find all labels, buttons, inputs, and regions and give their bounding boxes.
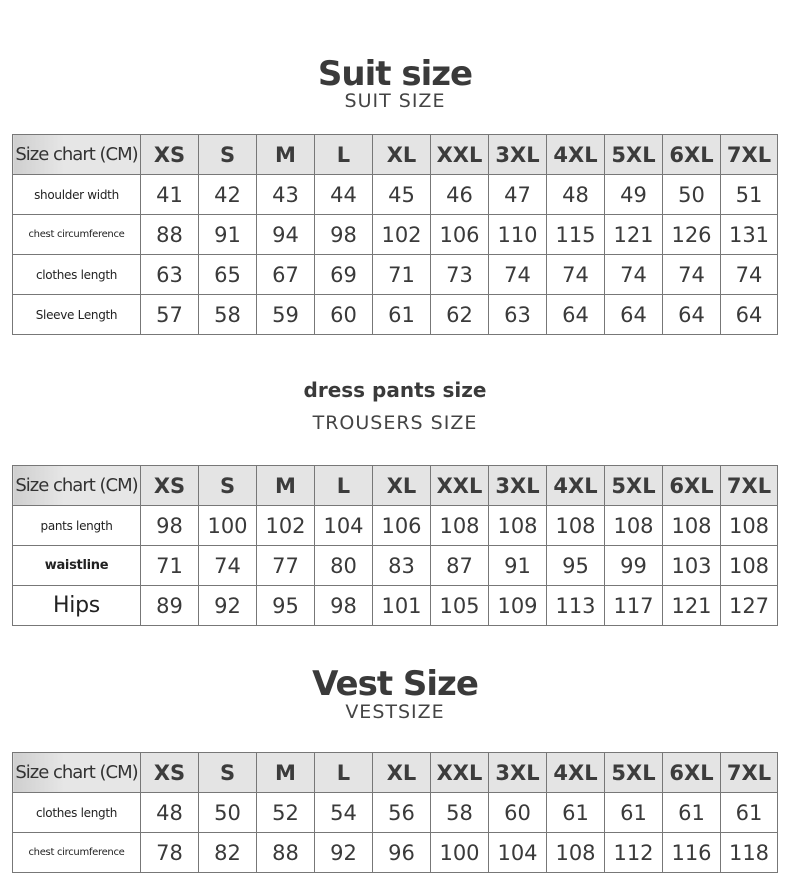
- table-cell: 98: [315, 586, 373, 626]
- table-cell: 49: [605, 175, 663, 215]
- table-cell: 52: [257, 793, 315, 833]
- row-label: chest circumference: [13, 215, 141, 255]
- table-cell: 100: [199, 506, 257, 546]
- row-label: chest circumference: [13, 833, 141, 873]
- size-header: 4XL: [547, 135, 605, 175]
- size-header: 5XL: [605, 135, 663, 175]
- table-row: [13, 175, 778, 215]
- table-cell: 61: [373, 295, 431, 335]
- table-cell: 88: [257, 833, 315, 873]
- table-cell: 108: [547, 833, 605, 873]
- size-header: 6XL: [663, 753, 721, 793]
- table-cell: 62: [431, 295, 489, 335]
- table-cell: 94: [257, 215, 315, 255]
- table-cell: 61: [721, 793, 778, 833]
- table-cell: 102: [257, 506, 315, 546]
- table-cell: 74: [489, 255, 547, 295]
- table-cell: 50: [199, 793, 257, 833]
- table-cell: 45: [373, 175, 431, 215]
- table-cell: 71: [373, 255, 431, 295]
- table-cell: 100: [431, 833, 489, 873]
- size-header: XL: [373, 753, 431, 793]
- table-cell: 95: [547, 546, 605, 586]
- table-cell: 44: [315, 175, 373, 215]
- table-cell: 121: [605, 215, 663, 255]
- suit-size-table: [12, 134, 778, 335]
- table-cell: 108: [489, 506, 547, 546]
- table-cell: 95: [257, 586, 315, 626]
- table-cell: 74: [547, 255, 605, 295]
- table-cell: 112: [605, 833, 663, 873]
- row-label: Hips: [13, 586, 141, 626]
- table-cell: 110: [489, 215, 547, 255]
- table-row: [13, 255, 778, 295]
- size-header: XS: [141, 466, 199, 506]
- table-cell: 48: [141, 793, 199, 833]
- table-cell: 126: [663, 215, 721, 255]
- table-cell: 108: [547, 506, 605, 546]
- table-cell: 118: [721, 833, 778, 873]
- table-cell: 61: [663, 793, 721, 833]
- table-cell: 74: [663, 255, 721, 295]
- size-header: M: [257, 135, 315, 175]
- table-cell: 121: [663, 586, 721, 626]
- table-cell: 104: [315, 506, 373, 546]
- table-cell: 82: [199, 833, 257, 873]
- size-header: L: [315, 753, 373, 793]
- size-chart-corner-label: Size chart (CM): [13, 466, 141, 506]
- table-cell: 92: [199, 586, 257, 626]
- size-chart-corner-label: Size chart (CM): [13, 753, 141, 793]
- table-cell: 74: [605, 255, 663, 295]
- pants-size-table: [12, 465, 778, 626]
- size-header: XS: [141, 753, 199, 793]
- table-cell: 87: [431, 546, 489, 586]
- table-cell: 83: [373, 546, 431, 586]
- size-header: M: [257, 753, 315, 793]
- table-cell: 131: [721, 215, 778, 255]
- size-header: 3XL: [489, 466, 547, 506]
- size-header: XS: [141, 135, 199, 175]
- size-header: 7XL: [721, 135, 778, 175]
- table-cell: 116: [663, 833, 721, 873]
- size-header: S: [199, 466, 257, 506]
- size-header: 7XL: [721, 753, 778, 793]
- table-row: [13, 295, 778, 335]
- row-label: shoulder width: [13, 175, 141, 215]
- table-cell: 63: [489, 295, 547, 335]
- table-cell: 50: [663, 175, 721, 215]
- table-cell: 64: [605, 295, 663, 335]
- size-header: XXL: [431, 135, 489, 175]
- size-header: 5XL: [605, 466, 663, 506]
- suit-section-title: Suit size: [317, 54, 473, 94]
- table-cell: 42: [199, 175, 257, 215]
- table-cell: 106: [373, 506, 431, 546]
- table-cell: 73: [431, 255, 489, 295]
- table-cell: 41: [141, 175, 199, 215]
- table-cell: 64: [721, 295, 778, 335]
- table-cell: 51: [721, 175, 778, 215]
- size-header: 3XL: [489, 135, 547, 175]
- table-row: [13, 546, 778, 586]
- size-header: 6XL: [663, 466, 721, 506]
- size-header: 6XL: [663, 135, 721, 175]
- table-cell: 71: [141, 546, 199, 586]
- table-cell: 98: [141, 506, 199, 546]
- vest-section-subtitle: VESTSIZE: [345, 701, 445, 723]
- size-chart-corner-label: Size chart (CM): [13, 135, 141, 175]
- size-header: S: [199, 135, 257, 175]
- table-cell: 60: [489, 793, 547, 833]
- table-cell: 92: [315, 833, 373, 873]
- size-header: 4XL: [547, 753, 605, 793]
- table-cell: 91: [199, 215, 257, 255]
- table-cell: 56: [373, 793, 431, 833]
- size-header: L: [315, 135, 373, 175]
- row-label: pants length: [13, 506, 141, 546]
- table-cell: 48: [547, 175, 605, 215]
- table-row: [13, 215, 778, 255]
- table-cell: 58: [199, 295, 257, 335]
- table-cell: 108: [663, 506, 721, 546]
- table-cell: 115: [547, 215, 605, 255]
- table-cell: 63: [141, 255, 199, 295]
- table-cell: 99: [605, 546, 663, 586]
- table-row: [13, 506, 778, 546]
- pants-section-title: dress pants size: [303, 378, 487, 402]
- size-header: L: [315, 466, 373, 506]
- table-cell: 43: [257, 175, 315, 215]
- table-cell: 77: [257, 546, 315, 586]
- table-cell: 108: [721, 546, 778, 586]
- table-cell: 98: [315, 215, 373, 255]
- table-cell: 74: [199, 546, 257, 586]
- table-row: [13, 833, 778, 873]
- table-row: [13, 586, 778, 626]
- table-cell: 61: [605, 793, 663, 833]
- table-cell: 104: [489, 833, 547, 873]
- table-cell: 78: [141, 833, 199, 873]
- table-header-row: [13, 466, 778, 506]
- table-cell: 54: [315, 793, 373, 833]
- size-header: XXL: [431, 466, 489, 506]
- table-cell: 108: [721, 506, 778, 546]
- vest-section-title: Vest Size: [312, 664, 478, 704]
- row-label: clothes length: [13, 793, 141, 833]
- table-cell: 64: [663, 295, 721, 335]
- pants-section-subtitle: TROUSERS SIZE: [312, 412, 478, 434]
- table-cell: 59: [257, 295, 315, 335]
- table-cell: 89: [141, 586, 199, 626]
- table-cell: 69: [315, 255, 373, 295]
- table-cell: 109: [489, 586, 547, 626]
- size-header: 5XL: [605, 753, 663, 793]
- table-cell: 108: [605, 506, 663, 546]
- table-header-row: [13, 135, 778, 175]
- table-cell: 103: [663, 546, 721, 586]
- table-cell: 67: [257, 255, 315, 295]
- table-cell: 57: [141, 295, 199, 335]
- size-header: 7XL: [721, 466, 778, 506]
- size-header: M: [257, 466, 315, 506]
- vest-size-table: [12, 752, 778, 873]
- table-row: [13, 793, 778, 833]
- table-header-row: [13, 753, 778, 793]
- table-cell: 65: [199, 255, 257, 295]
- table-cell: 113: [547, 586, 605, 626]
- table-cell: 46: [431, 175, 489, 215]
- table-cell: 61: [547, 793, 605, 833]
- table-cell: 88: [141, 215, 199, 255]
- size-header: XL: [373, 135, 431, 175]
- table-cell: 108: [431, 506, 489, 546]
- table-cell: 64: [547, 295, 605, 335]
- table-cell: 60: [315, 295, 373, 335]
- table-cell: 127: [721, 586, 778, 626]
- table-cell: 96: [373, 833, 431, 873]
- size-header: S: [199, 753, 257, 793]
- size-header: 4XL: [547, 466, 605, 506]
- suit-section-subtitle: SUIT SIZE: [344, 90, 446, 112]
- table-cell: 58: [431, 793, 489, 833]
- table-cell: 102: [373, 215, 431, 255]
- table-cell: 74: [721, 255, 778, 295]
- table-cell: 106: [431, 215, 489, 255]
- table-cell: 47: [489, 175, 547, 215]
- table-cell: 80: [315, 546, 373, 586]
- size-header: XL: [373, 466, 431, 506]
- row-label: waistline: [13, 546, 141, 586]
- size-header: XXL: [431, 753, 489, 793]
- row-label: clothes length: [13, 255, 141, 295]
- row-label: Sleeve Length: [13, 295, 141, 335]
- table-cell: 91: [489, 546, 547, 586]
- size-header: 3XL: [489, 753, 547, 793]
- table-cell: 105: [431, 586, 489, 626]
- table-cell: 117: [605, 586, 663, 626]
- table-cell: 101: [373, 586, 431, 626]
